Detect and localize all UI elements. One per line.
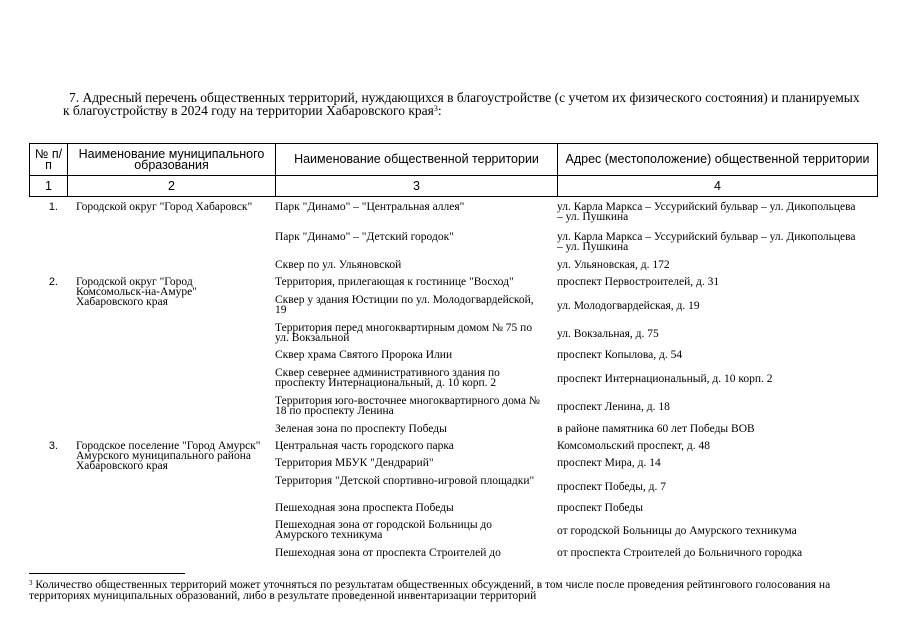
table-row — [29, 260, 877, 272]
address-cell: проспект Первостроителей, д. 31 — [557, 276, 720, 288]
territory-cell: Территория юго-восточнее многоквартирного дома № 18 по проспекту Ленина — [275, 395, 540, 417]
heading-text: 7. Адресный перечень общественных территорий, нуждающихся в благоустройстве (с учетом их физического состояния) и планируемых к благоустройству в 2024 году на территории Хабаровского края — [63, 90, 860, 118]
territory-cell: Пешеходная зона от городской Больницы до Амурского техникума — [275, 519, 493, 541]
col-number-2: 2 — [68, 176, 276, 197]
address-cell: ул. Карла Маркса – Уссурийский бульвар – ул. Дикопольцева – ул. Пушкина — [557, 231, 856, 253]
territory-cell: Пешеходная зона от проспекта Строителей до — [275, 547, 501, 559]
col-number-4: 4 — [558, 176, 878, 197]
header-address: Адрес (местоположение) общественной территории — [558, 144, 878, 176]
col-number-1: 1 — [30, 176, 68, 197]
address-cell: проспект Ленина, д. 18 — [557, 401, 670, 413]
address-cell: ул. Молодогвардейская, д. 19 — [557, 299, 700, 312]
address-cell: проспект Интернациональный, д. 10 корп. 2 — [557, 373, 773, 385]
address-cell: от проспекта Строителей до Больничного городка — [557, 547, 803, 559]
section-heading — [63, 91, 868, 117]
address-cell: проспект Победы — [557, 502, 643, 514]
territory-cell: Парк "Динамо" – "Детский городок" — [275, 231, 454, 243]
territory-cell: Сквер по ул. Ульяновской — [275, 259, 402, 271]
address-cell: ул. Ульяновская, д. 172 — [557, 259, 670, 271]
header-municipality: Наименование муниципального образования — [68, 144, 276, 176]
row-number: 3. — [48, 440, 58, 452]
address-cell: проспект Победы, д. 7 — [557, 481, 667, 493]
territory-cell: Зеленая зона по проспекту Победы — [275, 423, 447, 435]
heading-tail: : — [437, 103, 442, 118]
territory-cell: Сквер у здания Юстиции по ул. Молодогвардейской, 19 — [275, 294, 534, 316]
table-row — [29, 323, 877, 344]
row-number: 2. — [48, 276, 58, 288]
table-row — [29, 368, 877, 390]
territory-cell: Парк "Динамо" – "Центральная аллея" — [275, 201, 465, 213]
municipality-cell: Городской округ "Город Хабаровск" — [76, 201, 253, 213]
col-number-3: 3 — [276, 176, 558, 197]
table-row — [29, 424, 877, 436]
header-number: № п/п — [30, 144, 68, 176]
footnote-divider — [29, 573, 185, 574]
territory-cell: Центральная часть городского парка — [275, 440, 454, 452]
municipality-cell: Городское поселение "Город Амурск" Амурского муниципального района Хабаровского края — [76, 440, 261, 472]
address-cell: ул. Вокзальная, д. 75 — [557, 327, 659, 340]
table-row — [29, 350, 877, 362]
footnote-text: Количество общественных территорий может уточняться по результатам общественных обсуждений, в том числе после проведения рейтингового голосования на территориях муниципальных образований, либо в результате проведенной инвентаризации территорий — [29, 579, 831, 602]
territory-cell: Пешеходная зона проспекта Победы — [275, 502, 454, 514]
table-row — [29, 396, 877, 418]
address-cell: проспект Мира, д. 14 — [557, 457, 661, 469]
table-row — [29, 476, 877, 498]
territory-cell: Сквер севернее административного здания по проспекту Интернациональный, д. 10 корп. 2 — [275, 367, 500, 389]
address-cell: проспект Копылова, д. 54 — [557, 349, 683, 361]
territory-cell: Территория перед многоквартирным домом № 75 по ул. Вокзальной — [275, 322, 533, 344]
table-row — [29, 503, 877, 515]
table-row — [29, 458, 877, 470]
territory-cell: Территория, прилегающая к гостинице "Восход" — [275, 276, 514, 288]
address-cell: от городской Больницы до Амурского техникума — [557, 525, 797, 537]
table-row — [29, 232, 877, 254]
address-cell: Комсомольский проспект, д. 48 — [557, 440, 711, 452]
row-number: 1. — [48, 201, 58, 213]
footnote-reference[interactable]: 3 — [433, 104, 438, 113]
address-cell: ул. Карла Маркса – Уссурийский бульвар – ул. Дикопольцева – ул. Пушкина — [557, 201, 856, 223]
address-cell: в районе памятника 60 лет Победы ВОВ — [557, 423, 755, 435]
territory-cell: Территория МБУК "Дендрарий" — [275, 457, 434, 469]
table-row — [29, 548, 877, 560]
footnote — [29, 580, 879, 601]
table-row — [29, 520, 877, 542]
municipality-cell: Городской округ "Город Комсомольск-на-Амуре" Хабаровского края — [76, 276, 197, 308]
territory-cell: Территория "Детской спортивно-игровой площадки" — [275, 475, 535, 487]
footnote-mark: 3 — [29, 579, 33, 587]
territory-cell: Сквер храма Святого Пророка Илии — [275, 349, 453, 361]
table-row — [29, 202, 877, 224]
table-row — [29, 295, 877, 316]
header-territory: Наименование общественной территории — [276, 144, 558, 176]
table-header — [29, 143, 878, 197]
